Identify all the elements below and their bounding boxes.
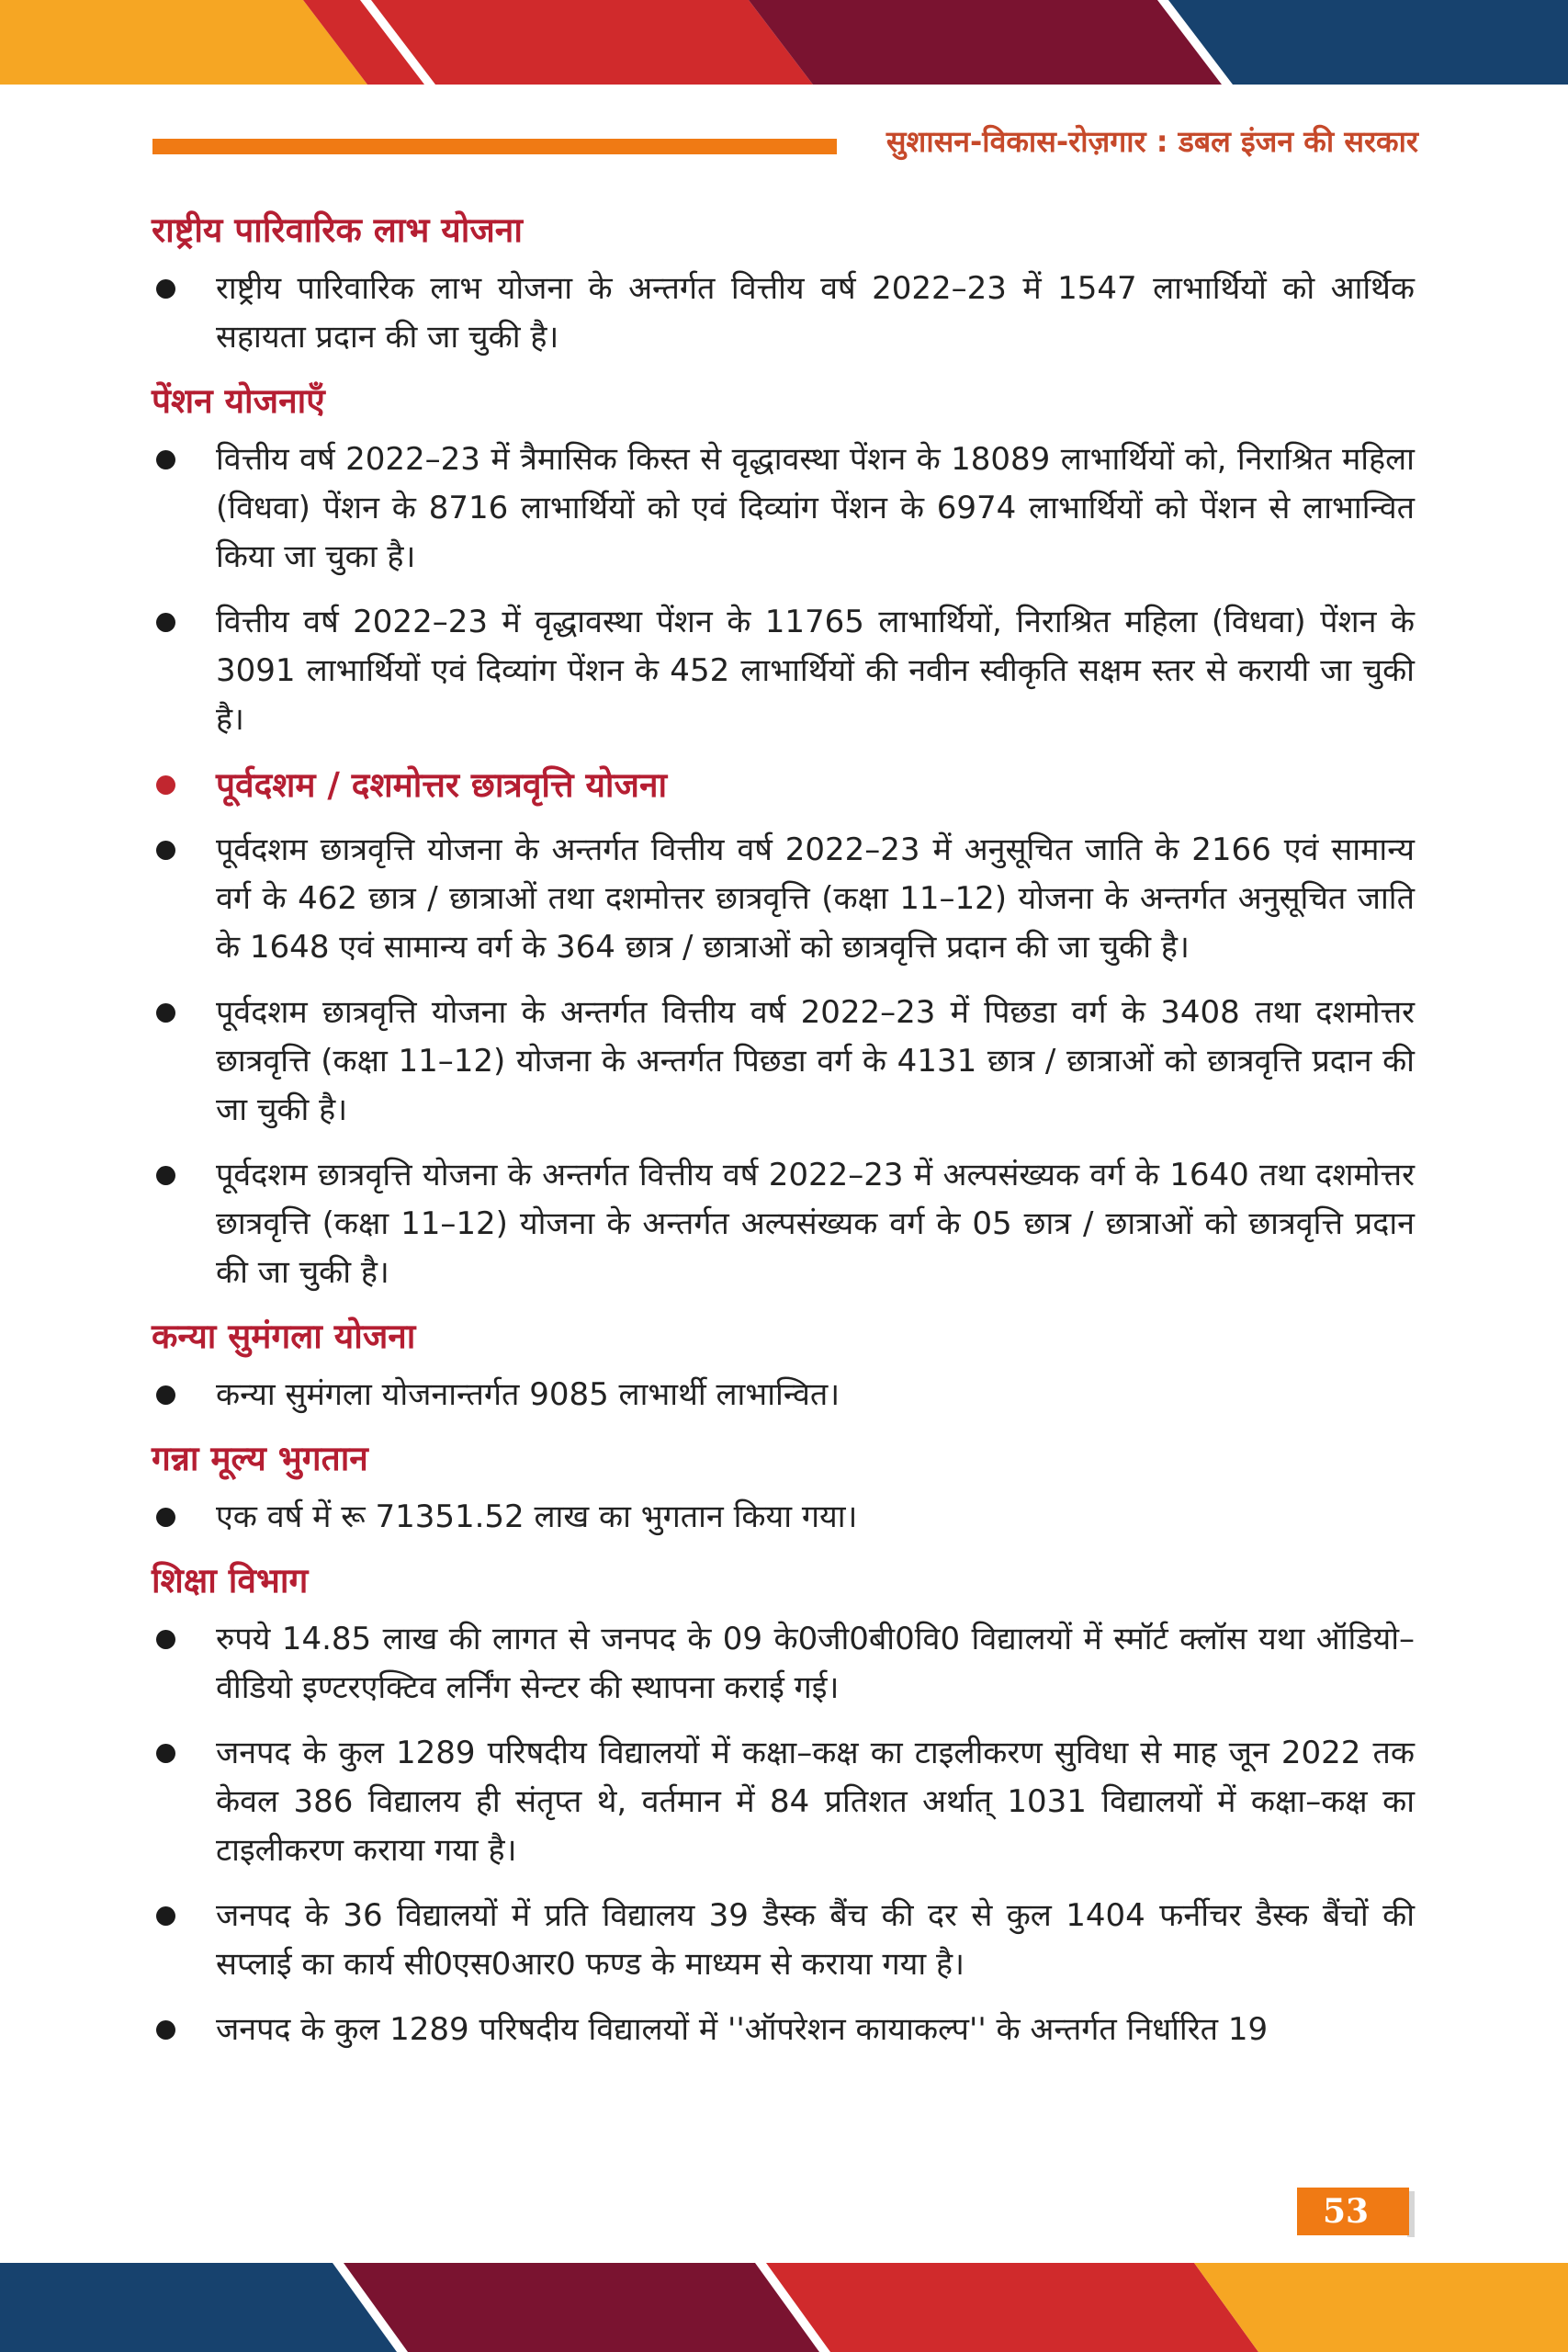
bullet-icon bbox=[156, 1003, 175, 1023]
list-item-text: वित्तीय वर्ष 2022–23 में त्रैमासिक किस्त से वृद्धावस्था पेंशन के 18089 लाभार्थियों को, निराश्रित महिला (विधवा) पेंशन के 8716 लाभार्थियों को एवं दिव्यांग पेंशन के 6974 लाभार्थियों को पेंशन से लाभान्वित किया जा चुका है। bbox=[216, 441, 1415, 575]
bullet-icon bbox=[156, 775, 175, 795]
section-heading: पेंशन योजनाएँ bbox=[152, 381, 325, 421]
list-item bbox=[152, 1371, 1415, 1419]
list-item bbox=[152, 435, 1415, 582]
list-item bbox=[152, 265, 1415, 362]
bottom-band-graphic bbox=[0, 2263, 1568, 2352]
list-item bbox=[152, 2006, 1415, 2054]
list-item-text: वित्तीय वर्ष 2022–23 में वृद्धावस्था पेंशन के 11765 लाभार्थियों, निराश्रित महिला (विधवा) पेंशन के 3091 लाभार्थियों एवं दिव्यांग पेंशन के 452 लाभार्थियों की नवीन स्वीकृति सक्षम स्तर से करायी जा चुकी है। bbox=[216, 604, 1415, 738]
list-item bbox=[152, 826, 1415, 972]
list-item bbox=[152, 989, 1415, 1135]
list-item-text: एक वर्ष में रू 71351.52 लाख का भुगतान किया गया। bbox=[216, 1498, 858, 1535]
bullet-icon bbox=[156, 841, 175, 860]
bullet-icon bbox=[156, 2020, 175, 2040]
list-item-text: पूर्वदशम छात्रवृत्ति योजना के अन्तर्गत वित्तीय वर्ष 2022–23 में अल्पसंख्यक वर्ग के 1640 तथा दशमोत्तर छात्रवृत्ति (कक्षा 11–12) योजना के अन्तर्गत अल्पसंख्यक वर्ग के 05 छात्र / छात्राओं को छात्रवृत्ति प्रदान की जा चुकी है। bbox=[216, 1157, 1415, 1291]
list-item bbox=[152, 598, 1415, 744]
list-item bbox=[152, 1151, 1415, 1297]
bullet-heading bbox=[152, 761, 1415, 809]
header-rule bbox=[152, 139, 837, 154]
list-item-text: पूर्वदशम छात्रवृत्ति योजना के अन्तर्गत वित्तीय वर्ष 2022–23 में अनुसूचित जाति के 2166 एवं सामान्य वर्ग के 462 छात्र / छात्राओं तथा दशमोत्तर छात्रवृत्ति (कक्षा 11–12) योजना के अन्तर्गत अनुसूचित जाति के 1648 एवं सामान्य वर्ग के 364 छात्र / छात्राओं को छात्रवृत्ति प्रदान की जा चुकी है। bbox=[216, 831, 1415, 966]
bullet-icon bbox=[156, 1744, 175, 1763]
list-item bbox=[152, 1615, 1415, 1713]
top-color-band bbox=[0, 0, 1568, 85]
list-item-text: जनपद के 36 विद्यालयों में प्रति विद्यालय 39 डैस्क बैंच की दर से कुल 1404 फर्नीचर डैस्क बैंचों की सप्लाई का कार्य सी0एस0आर0 फण्ड के माध्यम से कराया गया है। bbox=[216, 1897, 1415, 1983]
section-heading: गन्ना मूल्य भुगतान bbox=[152, 1439, 368, 1478]
bullet-icon bbox=[156, 1630, 175, 1649]
bullet-icon bbox=[156, 1166, 175, 1185]
bullet-icon bbox=[156, 1906, 175, 1926]
bullet-icon bbox=[156, 1508, 175, 1527]
page-content bbox=[152, 198, 1415, 2071]
bullet-icon bbox=[156, 1385, 175, 1405]
bullet-icon bbox=[156, 279, 175, 299]
list-item-text: जनपद के कुल 1289 परिषदीय विद्यालयों में कक्षा–कक्ष का टाइलीकरण सुविधा से माह जून 2022 तक केवल 386 विद्यालय ही संतृप्त थे, वर्तमान में 84 प्रतिशत अर्थात् 1031 विद्यालयों में कक्षा–कक्ष का टाइलीकरण कराया गया है। bbox=[216, 1735, 1415, 1869]
bullet-heading-text: पूर्वदशम / दशमोत्तर छात्रवृत्ति योजना bbox=[216, 765, 668, 805]
list-item-text: जनपद के कुल 1289 परिषदीय विद्यालयों में ''ऑपरेशन कायाकल्प'' के अन्तर्गत निर्धारित 19 bbox=[216, 2011, 1269, 2048]
running-head: सुशासन-विकास-रोज़गार : डबल इंजन की सरकार bbox=[886, 124, 1418, 159]
page-number: 53 bbox=[1322, 2192, 1370, 2231]
list-item bbox=[152, 1493, 1415, 1542]
top-band-graphic bbox=[0, 0, 1568, 85]
bottom-color-band bbox=[0, 2263, 1568, 2352]
list-item bbox=[152, 1729, 1415, 1875]
list-item-text: रुपये 14.85 लाख की लागत से जनपद के 09 के0जी0बी0वि0 विद्यालयों में स्मॉर्ट क्लॉस यथा ऑडियो–वीडियो इण्टरएक्टिव लर्निंग सेन्टर की स्थापना कराई गई। bbox=[216, 1621, 1415, 1706]
list-item-text: कन्या सुमंगला योजनान्तर्गत 9085 लाभार्थी लाभान्वित। bbox=[216, 1376, 840, 1413]
section-heading: शिक्षा विभाग bbox=[152, 1561, 309, 1600]
section-heading: राष्ट्रीय पारिवारिक लाभ योजना bbox=[152, 210, 523, 250]
list-item-text: राष्ट्रीय पारिवारिक लाभ योजना के अन्तर्गत वित्तीय वर्ष 2022–23 में 1547 लाभार्थियों को आर्थिक सहायता प्रदान की जा चुकी है। bbox=[216, 270, 1415, 356]
list-item bbox=[152, 1892, 1415, 1989]
section-heading: कन्या सुमंगला योजना bbox=[152, 1317, 416, 1356]
page-number-tab bbox=[1284, 2188, 1409, 2235]
list-item-text: पूर्वदशम छात्रवृत्ति योजना के अन्तर्गत वित्तीय वर्ष 2022–23 में पिछडा वर्ग के 3408 तथा दशमोत्तर छात्रवृत्ति (कक्षा 11–12) योजना के अन्तर्गत पिछडा वर्ग के 4131 छात्र / छात्राओं को छात्रवृत्ति प्रदान की जा चुकी है। bbox=[216, 994, 1415, 1128]
bullet-icon bbox=[156, 450, 175, 469]
bullet-icon bbox=[156, 613, 175, 632]
